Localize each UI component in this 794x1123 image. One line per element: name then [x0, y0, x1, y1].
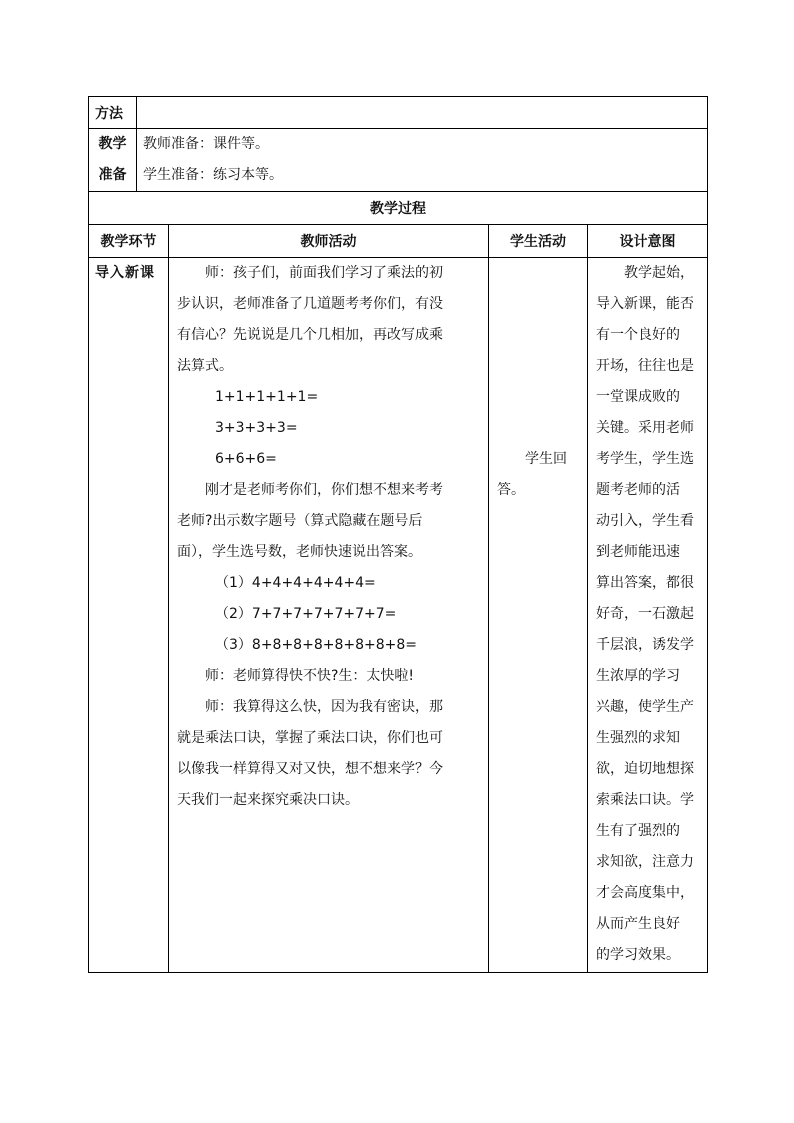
student-line: 答。 [497, 482, 525, 498]
design-line: 算出答案，都很 [596, 575, 694, 591]
design-line: 从而产生良好 [596, 916, 680, 932]
lesson-plan-table [88, 96, 708, 973]
design-line: 开场，往往也是 [596, 358, 694, 374]
design-line: 导入新课，能否 [596, 296, 694, 312]
teacher-line: 师：我算得这么快，因为我有密诀，那 [205, 699, 443, 715]
teacher-prep: 教师准备：课件等。 [143, 136, 269, 152]
design-line: 才会高度集中， [596, 885, 694, 901]
design-line: 生浓厚的学习 [596, 668, 680, 684]
design-line: 到老师能迅速 [596, 544, 680, 560]
header-row [89, 225, 708, 258]
student-line: 学生回 [525, 451, 567, 467]
prep-label-line2: 准备 [98, 167, 127, 183]
prep-label [89, 129, 137, 192]
teacher-line: 就是乘法口诀，掌握了乘法口诀，你们也可 [177, 730, 443, 746]
expression-line: （3）8+8+8+8+8+8+8+8= [215, 637, 418, 653]
student-activity [489, 258, 588, 973]
teacher-line: 面），学生选号数，老师快速说出答案。 [177, 544, 422, 560]
method-label: 方法 [89, 97, 137, 129]
design-line: 索乘法口诀。学 [596, 792, 694, 808]
expression-line: 1+1+1+1+1= [215, 389, 319, 405]
teacher-line: 师：孩子们，前面我们学习了乘法的初 [205, 265, 443, 281]
stage-row [89, 258, 708, 973]
design-line: 考学生，学生选 [596, 451, 694, 467]
design-line: 求知欲，注意力 [596, 854, 694, 870]
design-line: 题考老师的活 [596, 482, 680, 498]
prep-content [137, 129, 708, 192]
teacher-line: 有信心？先说说是几个几相加，再改写成乘 [177, 327, 443, 343]
teacher-line: 步认识，老师准备了几道题考考你们，有没 [177, 296, 443, 312]
design-line: 好奇，一石激起 [596, 606, 694, 622]
design-line: 动引入，学生看 [596, 513, 694, 529]
stage-name-text: 导入新课 [95, 265, 155, 281]
design-line: 千层浪，诱发学 [596, 637, 694, 653]
prep-row [89, 129, 708, 192]
header-design: 设计意图 [588, 225, 708, 258]
expression-line: （2）7+7+7+7+7+7+7= [215, 606, 397, 622]
expression-line: （1）4+4+4+4+4+4= [215, 575, 376, 591]
design-line: 生有了强烈的 [596, 823, 680, 839]
design-intent [588, 258, 708, 973]
process-title-row [89, 192, 708, 225]
method-content [137, 97, 708, 129]
prep-label-line1: 教学 [98, 136, 127, 152]
design-line: 的学习效果。 [596, 947, 680, 963]
expression-line: 6+6+6= [215, 451, 277, 467]
design-line: 关键。采用老师 [596, 420, 694, 436]
design-line: 有一个良好的 [596, 327, 680, 343]
design-line: 教学起始， [624, 265, 694, 281]
teacher-line: 老师?出示数字题号（算式隐藏在题号后 [177, 513, 423, 529]
teacher-line: 师：老师算得快不快?生：太快啦! [205, 668, 415, 684]
design-line: 一堂课成败的 [596, 389, 680, 405]
header-teacher: 教师活动 [169, 225, 489, 258]
lesson-plan-document [88, 96, 707, 973]
teacher-activity [169, 258, 489, 973]
header-student: 学生活动 [489, 225, 588, 258]
stage-name [89, 258, 169, 973]
method-row [89, 97, 708, 129]
teacher-line: 法算式。 [177, 358, 233, 374]
expression-line: 3+3+3+3= [215, 420, 298, 436]
design-line: 生强烈的求知 [596, 730, 680, 746]
teacher-line: 以像我一样算得又对又快，想不想来学？今 [177, 761, 443, 777]
teacher-line: 天我们一起来探究乘决口诀。 [177, 792, 359, 808]
student-prep: 学生准备：练习本等。 [143, 167, 283, 183]
design-line: 欲，迫切地想探 [596, 761, 694, 777]
process-title: 教学过程 [89, 192, 708, 225]
header-stage: 教学环节 [89, 225, 169, 258]
design-line: 兴趣，使学生产 [596, 699, 694, 715]
teacher-line: 刚才是老师考你们，你们想不想来考考 [205, 482, 443, 498]
